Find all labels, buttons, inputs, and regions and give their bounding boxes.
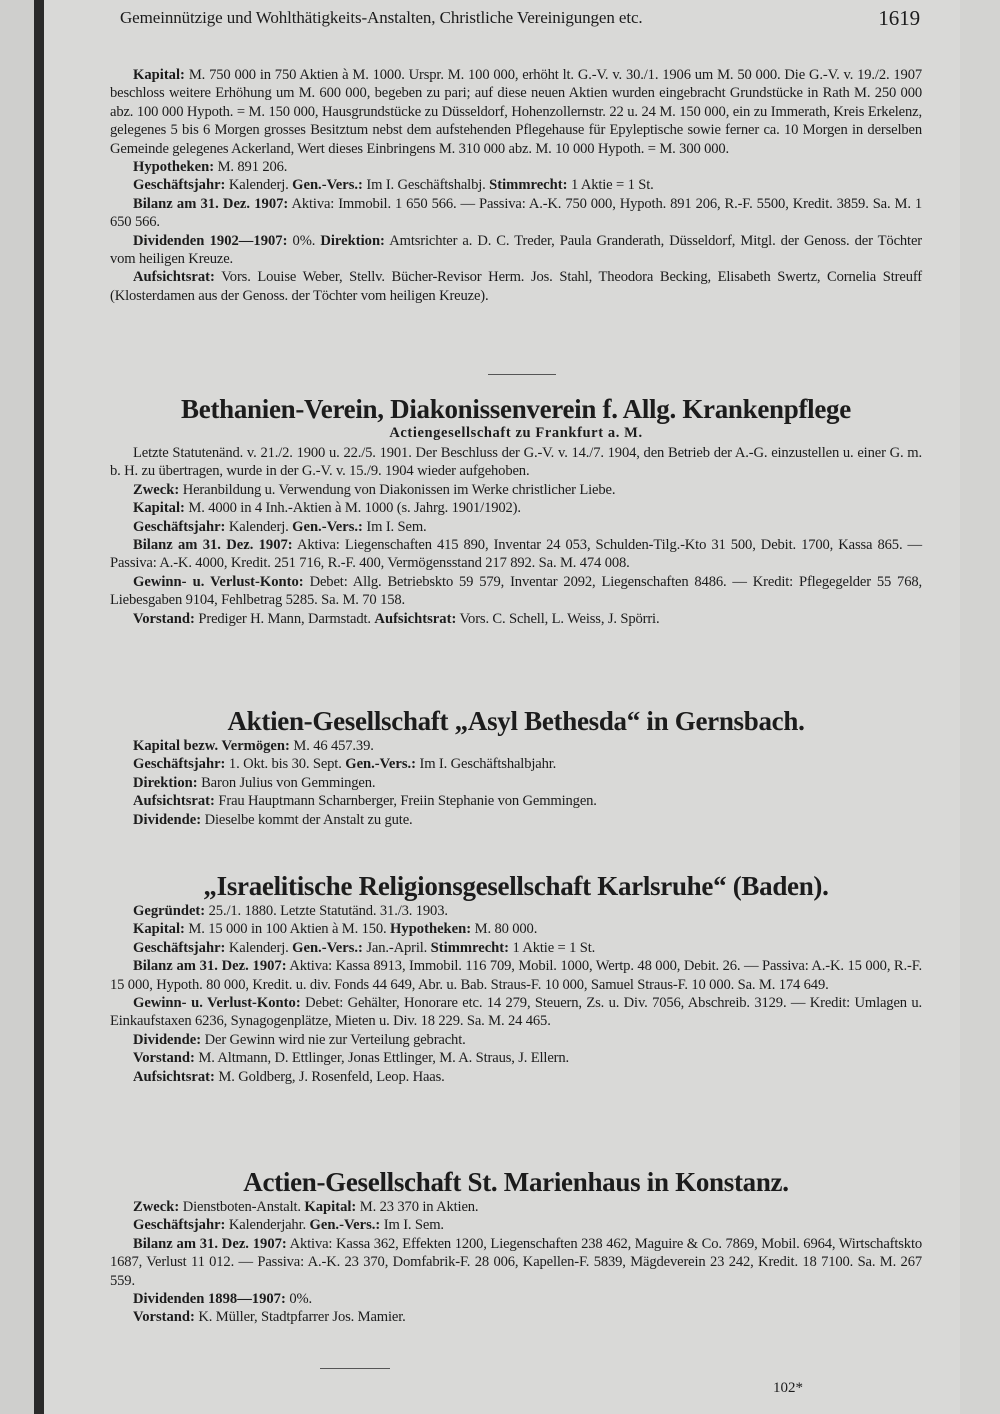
entry-paragraph [110,518,922,536]
field-label: Hypotheken: [390,921,472,938]
field-text: Heranbildung u. Verwendung von Diakonissen im Werke christlicher Liebe. [179,481,616,498]
field-label: Aufsichtsrat: [133,793,215,810]
entry-paragraph [110,176,922,194]
field-text: 1 Aktie = 1 St. [567,177,654,194]
field-text: Der Gewinn wird nie zur Verteilung gebracht. [201,1031,466,1048]
field-label: Geschäftsjahr: [133,939,226,956]
entry-paragraph [110,994,922,1031]
field-text: M. 4000 in 4 Inh.-Aktien à M. 1000 (s. Jahrg. 1901/1902). [184,500,521,517]
entry-title: Bethanien-Verein, Diakonissenverein f. Allg. Krankenpflege [181,394,851,424]
field-text: Amtsrichter a. D. C. Treder, Paula Granderath, Düsseldorf, Mitgl. der Genoss. der Töchter vom heiligen Kreuze. [110,232,922,268]
field-label: Gen.-Vers.: [345,756,417,773]
entry-paragraph [110,774,922,792]
field-label: Gewinn- u. Verlust-Konto: [133,995,301,1012]
field-text: Kalenderj. [225,518,293,535]
field-text: Vors. C. Schell, L. Weiss, J. Spörri. [456,610,660,627]
field-text: Kalenderjahr. [225,1217,310,1234]
field-label: Dividende: [133,811,202,828]
field-text: Frau Hauptmann Scharnberger, Freiin Stephanie von Gemmingen. [214,793,597,810]
field-text: Debet: Allg. Betriebskto 59 579, Inventar 2092, Liegenschaften 8486. — Kredit: Pflegegelder 55 768, Liebesgaben 9104, Fehlbetrag 5285. Sa. M. 70 158. [110,573,922,609]
field-label: Dividende: [133,1031,202,1048]
field-label: Vorstand: [133,1309,195,1326]
field-label: Bilanz am 31. Dez. 1907: [133,958,287,975]
field-label: Hypotheken: [133,159,215,176]
field-label: Gen.-Vers.: [309,1217,381,1234]
field-label: Dividenden 1902—1907: [133,232,288,249]
field-label: Bilanz am 31. Dez. 1907: [133,1235,287,1252]
field-label: Kapital bezw. Vermögen: [133,738,290,754]
entry-paragraph [110,1068,922,1086]
field-text: M. 80 000. [471,921,538,938]
divider [488,374,556,375]
entry-asyl-bethesda [110,705,922,829]
field-text: 0%. [285,1291,312,1308]
field-label: Kapital: [133,500,185,517]
field-text: Im I. Sem. [380,1217,444,1234]
field-text: K. Müller, Stadtpfarrer Jos. Mamier. [194,1309,406,1326]
field-label: Bilanz am 31. Dez. 1907: [133,537,293,554]
entry-paragraph [110,481,922,499]
field-label: Gen.-Vers.: [292,177,363,194]
field-label: Geschäftsjahr: [133,756,226,773]
page-header [120,8,920,28]
field-label: Zweck: [133,481,180,498]
entry-paragraph [110,158,922,176]
field-text: Kalenderj. [225,177,293,194]
field-text: Aktiva: Kassa 362, Effekten 1200, Liegenschaften 238 462, Maguire & Co. 7869, Mobil. 6964, Wirtschaftskto 1687, Verlust 11 012. — Passiva: A.-K. 23 370, Domfabrik-F. 28 006, Kapellen-F. 5839, Mägdeverein 23 242, Kredit. 18 7100. Sa. M. 267 559. [110,1235,922,1289]
field-label: Aufsichtsrat: [133,269,215,286]
field-text: Vors. Louise Weber, Stellv. Bücher-Revisor Herm. Jos. Stahl, Theodora Becking, Elisabeth Swertz, Cornelia Streuff (Klosterdamen aus der Genoss. der Töchter vom heiligen Kreuze). [110,269,922,304]
entry-paragraph [110,939,922,957]
field-label: Aufsichtsrat: [374,610,457,627]
running-title: Gemeinnützige und Wohlthätigkeits-Anstalten, Christliche Vereinigungen etc. [120,8,643,27]
field-label: Aufsichtsrat: [133,1068,215,1085]
signature-mark: 102* [773,1380,803,1396]
field-label: Bilanz am 31. Dez. 1907: [133,195,289,212]
field-text: 1. Okt. bis 30. Sept. [225,756,346,773]
field-text: M. Altmann, D. Ettlinger, Jonas Ettlinger, M. A. Straus, J. Ellern. [194,1050,570,1067]
entry-paragraph [110,1216,922,1234]
field-label: Dividenden 1898—1907: [133,1291,286,1308]
entry-paragraph [110,1235,922,1290]
entry-title: Actien-Gesellschaft St. Marienhaus in Konstanz. [243,1167,789,1197]
field-label: Kapital: [133,921,185,938]
entry-st-marienhaus [110,1166,922,1327]
field-text: Letzte Statutenänd. v. 21./2. 1900 u. 22./5. 1901. Der Beschluss der G.-V. v. 14./7. 1904, den Betrieb der A.-G. einzustellen u. einer G. m. b. H. zu übertragen, wurde in der G.-V. v. 15./9. 1904 wieder aufgehoben. [110,445,922,480]
field-text: Aktiva: Liegenschaften 415 890, Inventar 24 053, Schulden-Tilg.-Kto 31 500, Debit. 1700, Kassa 865. — Passiva: A.-K. 4000, Kredit. 251 716, R.-F. 400, Vermögensstand 217 892. Sa. M. 474 008. [110,537,922,572]
entry-title: Aktien-Gesellschaft „Asyl Bethesda“ in Gernsbach. [227,706,805,736]
binding-shadow [34,0,44,1414]
field-text: 0%. [287,232,321,249]
field-text: M. Goldberg, J. Rosenfeld, Leop. Haas. [214,1068,445,1085]
entry-paragraph [110,268,922,305]
entry-paragraph [110,232,922,269]
entry-israelitische-religionsgesellschaft [110,870,922,1086]
field-text: Im I. Geschäftshalbjahr. [416,756,557,773]
entry-paragraph [110,902,922,920]
field-text: Jan.-April. [362,939,431,956]
entry-paragraph [110,536,922,573]
field-text: Aktiva: Immobil. 1 650 566. — Passiva: A.-K. 750 000, Hypoth. 891 206, R.-F. 5500, Kredit. 3859. Sa. M. 1 650 566. [110,195,922,231]
entry-paragraph [110,195,922,232]
field-text: M. 891 206. [214,159,288,176]
entry-title: „Israelitische Religionsgesellschaft Karlsruhe“ (Baden). [203,871,829,901]
field-label: Gen.-Vers.: [292,518,363,535]
entry-paragraph [110,1198,922,1216]
field-text: 1 Aktie = 1 St. [509,939,596,956]
field-label: Zweck: [133,1199,180,1215]
field-label: Kapital: [304,1199,357,1215]
field-label: Stimmrecht: [430,939,510,956]
entry-paragraph [110,811,922,829]
field-label: Geschäftsjahr: [133,177,226,194]
field-text: Dienstboten-Anstalt. [179,1199,305,1215]
entry-paragraph [110,444,922,481]
entry-subtitle: Actiengesellschaft zu Frankfurt a. M. [389,425,643,441]
field-label: Geschäftsjahr: [133,1217,226,1234]
divider [320,1368,390,1369]
page-number: 1619 [878,6,920,30]
field-label: Direktion: [133,774,198,791]
entry-paragraph [110,1290,922,1308]
field-label: Direktion: [320,232,385,249]
entry-paragraph [110,1031,922,1049]
field-text: Debet: Gehälter, Honorare etc. 14 279, Steuern, Zs. u. Div. 7056, Abschreib. 3129. — Kredit: Umlagen u. Einkaufstaxen 6236, Synagogenplätze, Mieten u. Div. 18 229. Sa. M. 24 465. [110,995,923,1030]
entry-paragraph [110,792,922,810]
field-label: Vorstand: [133,610,195,627]
field-label: Geschäftsjahr: [133,518,226,535]
entry-paragraph [110,499,922,517]
field-label: Gen.-Vers.: [292,939,363,956]
field-text: Baron Julius von Gemmingen. [197,774,376,791]
field-text: Im I. Geschäftshalbj. [362,177,490,194]
entry-paragraph [110,1049,922,1067]
scan-margin-right [960,0,1000,1414]
entry-paragraph [110,66,922,158]
field-text: M. 46 457.39. [289,738,374,754]
field-text: M. 23 370 in Aktien. [356,1199,479,1215]
entry-continued [110,66,922,305]
entry-paragraph [110,1308,922,1326]
entry-paragraph [110,755,922,773]
entry-paragraph [110,957,922,994]
entry-paragraph [110,920,922,938]
field-text: M. 15 000 in 100 Aktien à M. 150. [184,921,391,938]
field-label: Gewinn- u. Verlust-Konto: [133,573,304,590]
field-text: 25./1. 1880. Letzte Statutänd. 31./3. 1903. [205,903,448,919]
field-label: Stimmrecht: [489,177,568,194]
field-label: Gegründet: [133,903,206,919]
scan-margin [0,0,34,1414]
field-label: Kapital: [133,67,185,83]
field-text: Aktiva: Kassa 8913, Immobil. 116 709, Mobil. 1000, Wertp. 48 000, Debit. 26. — Passiva: A.-K. 15 000, R.-F. 15 000, Hypoth. 80 000, Kredit. u. div. Fonds 44 649, Abr. u. Bab. Straus-F. 10 000, Samuel Straus-F. 10 000. Sa. M. 174 649. [110,958,922,993]
field-text: Prediger H. Mann, Darmstadt. [194,610,375,627]
entry-paragraph [110,610,922,628]
field-text: M. 750 000 in 750 Aktien à M. 1000. Urspr. M. 100 000, erhöht lt. G.-V. v. 30./1. 1906 um M. 50 000. Die G.-V. v. 19./2. 1907 beschloss weitere Erhöhung um M. 600 000, begeben zu pari; auf diese neuen Aktien wurden eingebracht Grundstücke in Rath M. 250 000 abz. 100 000 Hypoth. = M. 150 000, Hausgrundstücke zu Düsseldorf, Hohenzollernstr. 22 u. 24 M. 150 000, ein zu Immerath, Kreis Erkelenz, gelegenes 5 bis 6 Morgen grosses Besitztum nebst dem aufstehenden Pflegehause für Epyleptische sowie ferner ca. 10 Morgen in derselben Gemeinde gelegenes Ackerland, Wert dieses Einbringens M. 310 000 abz. M. 10 000 Hypoth. = M. 300 000. [110,67,922,157]
field-text: Kalenderj. [225,939,293,956]
entry-paragraph [110,737,922,755]
field-label: Vorstand: [133,1050,195,1067]
field-text: Im I. Sem. [362,518,427,535]
field-text: Dieselbe kommt der Anstalt zu gute. [201,811,413,828]
entry-paragraph [110,573,922,610]
entry-bethanien-verein [110,393,922,628]
